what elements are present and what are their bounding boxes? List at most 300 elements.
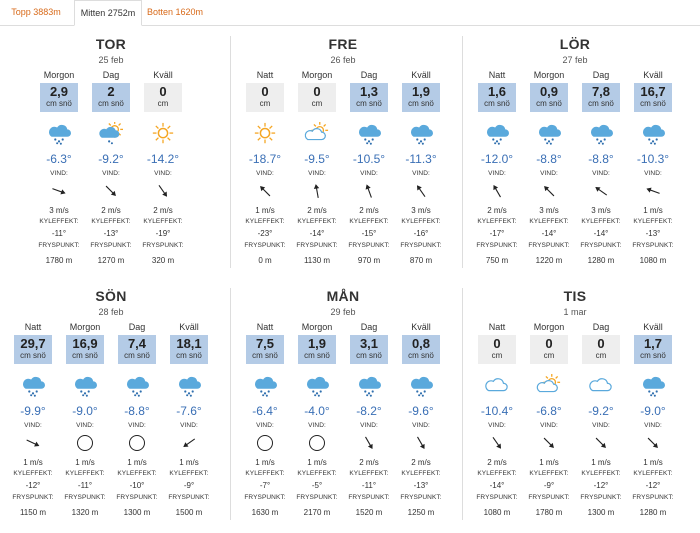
wind-label: VIND: bbox=[488, 170, 506, 177]
freezing-level-label: FRYSPUNKT: bbox=[528, 242, 570, 249]
temperature: -18.7° bbox=[248, 152, 282, 166]
wind-speed: 1 m/s bbox=[255, 458, 275, 467]
wind-arrow-icon bbox=[644, 434, 662, 452]
temperature: -9.5° bbox=[304, 152, 330, 166]
wind-speed: 2 m/s bbox=[101, 206, 121, 215]
wind-label: VIND: bbox=[644, 422, 662, 429]
wind-chill-label: KYLEFFEKT: bbox=[401, 470, 441, 477]
wind-chill: -23° bbox=[257, 229, 273, 238]
wind-chill: -13° bbox=[413, 481, 429, 490]
wind-chill-label: KYLEFFEKT: bbox=[477, 470, 517, 477]
period-label: Dag bbox=[128, 322, 146, 332]
wind-arrow-icon bbox=[50, 182, 68, 200]
wind-chill: -17° bbox=[489, 229, 505, 238]
freezing-level-label: FRYSPUNKT: bbox=[90, 242, 132, 249]
cloud-icon bbox=[482, 374, 512, 398]
freezing-level: 750 m bbox=[485, 256, 509, 265]
freezing-level-label: FRYSPUNKT: bbox=[64, 494, 106, 501]
snow-cloud-icon bbox=[44, 122, 74, 146]
cloud-icon bbox=[586, 374, 616, 398]
day-date: 1 mar bbox=[563, 307, 587, 317]
snow-amount: 2,9 bbox=[49, 84, 69, 99]
wind-label: VIND: bbox=[308, 422, 326, 429]
period-column bbox=[293, 70, 341, 270]
wind-chill-label: KYLEFFEKT: bbox=[169, 470, 209, 477]
snow-amount-box bbox=[402, 83, 440, 112]
temperature: -9.0° bbox=[640, 404, 666, 418]
period-column bbox=[35, 70, 83, 270]
wind-arrow-icon bbox=[592, 434, 610, 452]
wind-chill: -14° bbox=[309, 229, 325, 238]
snow-amount-box bbox=[478, 83, 516, 112]
snow-amount: 1,9 bbox=[307, 336, 327, 351]
snow-amount: 1,3 bbox=[359, 84, 379, 99]
day-date: 27 feb bbox=[562, 55, 588, 65]
snow-cloud-icon bbox=[354, 374, 384, 398]
snow-amount: 0 bbox=[159, 84, 167, 99]
wind-speed: 1 m/s bbox=[179, 458, 199, 467]
day-name: TIS bbox=[563, 288, 587, 304]
wind-chill-label: KYLEFFEKT: bbox=[117, 470, 157, 477]
wind-chill-label: KYLEFFEKT: bbox=[39, 218, 79, 225]
period-column bbox=[87, 70, 135, 270]
snow-unit: cm snö bbox=[304, 351, 330, 360]
period-label: Kväll bbox=[179, 322, 199, 332]
wind-chill: -12° bbox=[25, 481, 41, 490]
wind-chill-label: KYLEFFEKT: bbox=[245, 218, 285, 225]
snow-amount: 3,1 bbox=[359, 336, 379, 351]
day-forecast bbox=[0, 288, 222, 528]
wind-arrow-icon bbox=[488, 434, 506, 452]
snow-unit: cm snö bbox=[640, 351, 666, 360]
wind-chill-label: KYLEFFEKT: bbox=[91, 218, 131, 225]
temperature: -14.2° bbox=[146, 152, 180, 166]
calm-wind-icon bbox=[308, 434, 326, 452]
wind-speed: 1 m/s bbox=[643, 458, 663, 467]
snow-amount-box bbox=[530, 335, 568, 364]
freezing-level-label: FRYSPUNKT: bbox=[348, 242, 390, 249]
wind-arrow-icon bbox=[540, 182, 558, 200]
period-label: Dag bbox=[360, 70, 378, 80]
snow-amount: 7,8 bbox=[591, 84, 611, 99]
freezing-level-label: FRYSPUNKT: bbox=[580, 242, 622, 249]
period-label: Morgon bbox=[43, 70, 75, 80]
wind-speed: 1 m/s bbox=[127, 458, 147, 467]
freezing-level: 1630 m bbox=[251, 508, 279, 517]
snow-unit: cm snö bbox=[46, 99, 72, 108]
snow-amount: 1,9 bbox=[411, 84, 431, 99]
day-date: 26 feb bbox=[330, 55, 356, 65]
period-column bbox=[577, 322, 625, 522]
snow-cloud-icon bbox=[406, 374, 436, 398]
snow-amount-box bbox=[530, 83, 568, 112]
period-column bbox=[397, 322, 445, 522]
freezing-level: 970 m bbox=[357, 256, 381, 265]
freezing-level-label: FRYSPUNKT: bbox=[244, 494, 286, 501]
freezing-level: 1130 m bbox=[303, 256, 331, 265]
snow-amount-box bbox=[350, 335, 388, 364]
period-label: Kväll bbox=[411, 322, 431, 332]
period-label: Dag bbox=[360, 322, 378, 332]
snow-cloud-icon bbox=[638, 374, 668, 398]
wind-speed: 1 m/s bbox=[23, 458, 43, 467]
wind-chill: -9° bbox=[183, 481, 195, 490]
freezing-level: 1080 m bbox=[483, 508, 511, 517]
wind-chill-label: KYLEFFEKT: bbox=[349, 218, 389, 225]
temperature: -10.3° bbox=[636, 152, 670, 166]
temperature: -10.5° bbox=[352, 152, 386, 166]
calm-wind-icon bbox=[76, 434, 94, 452]
period-column bbox=[113, 322, 161, 522]
period-label: Morgon bbox=[301, 70, 333, 80]
period-column bbox=[165, 322, 213, 522]
freezing-level: 1150 m bbox=[19, 508, 47, 517]
wind-label: VIND: bbox=[540, 422, 558, 429]
day-forecast bbox=[464, 288, 686, 528]
period-column bbox=[345, 322, 393, 522]
freezing-level: 1500 m bbox=[175, 508, 203, 517]
freezing-level: 1220 m bbox=[535, 256, 563, 265]
snow-amount-box bbox=[246, 335, 284, 364]
freezing-level: 1780 m bbox=[45, 256, 73, 265]
wind-chill-label: KYLEFFEKT: bbox=[13, 470, 53, 477]
wind-chill-label: KYLEFFEKT: bbox=[349, 470, 389, 477]
snow-amount: 29,7 bbox=[20, 336, 46, 351]
snow-amount-box bbox=[14, 335, 52, 364]
snow-amount-box bbox=[298, 83, 336, 112]
period-column bbox=[629, 70, 677, 270]
sun-cloud-icon bbox=[302, 122, 332, 146]
wind-arrow-icon bbox=[180, 434, 198, 452]
wind-arrow-icon bbox=[24, 434, 42, 452]
snow-unit: cm snö bbox=[640, 99, 666, 108]
temperature: -4.0° bbox=[304, 404, 330, 418]
period-column bbox=[397, 70, 445, 270]
sun-cloud-icon bbox=[534, 374, 564, 398]
freezing-level: 1280 m bbox=[639, 508, 667, 517]
freezing-level: 1320 m bbox=[71, 508, 99, 517]
column-divider bbox=[230, 288, 231, 520]
wind-speed: 2 m/s bbox=[487, 458, 507, 467]
wind-chill: -12° bbox=[593, 481, 609, 490]
column-divider bbox=[462, 36, 463, 268]
temperature: -8.2° bbox=[356, 404, 382, 418]
day-forecast bbox=[0, 36, 222, 276]
snow-cloud-icon bbox=[250, 374, 280, 398]
snow-unit: cm snö bbox=[536, 99, 562, 108]
wind-label: VIND: bbox=[50, 170, 68, 177]
period-label: Kväll bbox=[643, 70, 663, 80]
snow-cloud-icon bbox=[406, 122, 436, 146]
temperature: -12.0° bbox=[480, 152, 514, 166]
snow-cloud-icon bbox=[70, 374, 100, 398]
day-forecast bbox=[464, 36, 686, 276]
period-column bbox=[525, 70, 573, 270]
period-label: Dag bbox=[592, 70, 610, 80]
wind-arrow-icon bbox=[102, 182, 120, 200]
wind-chill: -11° bbox=[361, 481, 377, 490]
snow-unit: cm bbox=[491, 351, 503, 360]
snow-amount: 0 bbox=[597, 336, 605, 351]
wind-label: VIND: bbox=[360, 422, 378, 429]
period-column bbox=[473, 322, 521, 522]
period-column bbox=[577, 70, 625, 270]
snow-amount: 0,8 bbox=[411, 336, 431, 351]
day-name: MÅN bbox=[326, 288, 360, 304]
freezing-level-label: FRYSPUNKT: bbox=[38, 242, 80, 249]
wind-chill-label: KYLEFFEKT: bbox=[581, 470, 621, 477]
snow-amount-box bbox=[92, 83, 130, 112]
tab-top[interactable]: Topp 3883m bbox=[11, 7, 61, 17]
day-date: 29 feb bbox=[330, 307, 356, 317]
period-label: Dag bbox=[102, 70, 120, 80]
period-label: Dag bbox=[592, 322, 610, 332]
temperature: -8.8° bbox=[588, 152, 614, 166]
wind-arrow-icon bbox=[308, 182, 326, 200]
snow-amount: 1,6 bbox=[487, 84, 507, 99]
snow-amount: 2 bbox=[107, 84, 115, 99]
period-label: Morgon bbox=[69, 322, 101, 332]
freezing-level-label: FRYSPUNKT: bbox=[400, 494, 442, 501]
wind-arrow-icon bbox=[592, 182, 610, 200]
day-forecast bbox=[232, 288, 454, 528]
freezing-level: 1300 m bbox=[123, 508, 151, 517]
snow-unit: cm bbox=[259, 99, 271, 108]
snow-amount-box bbox=[582, 83, 620, 112]
wind-speed: 1 m/s bbox=[643, 206, 663, 215]
wind-chill: -11° bbox=[51, 229, 67, 238]
day-date: 25 feb bbox=[98, 55, 124, 65]
freezing-level: 0 m bbox=[258, 256, 272, 265]
wind-chill-label: KYLEFFEKT: bbox=[477, 218, 517, 225]
snow-cloud-icon bbox=[586, 122, 616, 146]
snow-cloud-icon bbox=[122, 374, 152, 398]
wind-speed: 1 m/s bbox=[255, 206, 275, 215]
wind-label: VIND: bbox=[360, 170, 378, 177]
freezing-level-label: FRYSPUNKT: bbox=[348, 494, 390, 501]
freezing-level-label: FRYSPUNKT: bbox=[116, 494, 158, 501]
freezing-level-label: FRYSPUNKT: bbox=[476, 242, 518, 249]
period-label: Kväll bbox=[411, 70, 431, 80]
temperature: -9.2° bbox=[98, 152, 124, 166]
snow-amount: 0,9 bbox=[539, 84, 559, 99]
wind-speed: 3 m/s bbox=[49, 206, 69, 215]
wind-speed: 2 m/s bbox=[487, 206, 507, 215]
wind-chill: -16° bbox=[413, 229, 429, 238]
elevation-tabs bbox=[0, 0, 700, 26]
freezing-level: 1780 m bbox=[535, 508, 563, 517]
period-column bbox=[293, 322, 341, 522]
wind-chill-label: KYLEFFEKT: bbox=[245, 470, 285, 477]
wind-label: VIND: bbox=[644, 170, 662, 177]
wind-arrow-icon bbox=[540, 434, 558, 452]
wind-arrow-icon bbox=[412, 434, 430, 452]
wind-label: VIND: bbox=[308, 170, 326, 177]
snow-amount: 0 bbox=[261, 84, 269, 99]
temperature: -8.8° bbox=[536, 152, 562, 166]
snow-amount-box bbox=[40, 83, 78, 112]
day-forecast bbox=[232, 36, 454, 276]
wind-chill-label: KYLEFFEKT: bbox=[581, 218, 621, 225]
wind-speed: 3 m/s bbox=[591, 206, 611, 215]
period-column bbox=[241, 70, 289, 270]
freezing-level-label: FRYSPUNKT: bbox=[580, 494, 622, 501]
snow-cloud-icon bbox=[482, 122, 512, 146]
wind-label: VIND: bbox=[24, 422, 42, 429]
temperature: -9.9° bbox=[20, 404, 46, 418]
temperature: -6.3° bbox=[46, 152, 72, 166]
tab-middle[interactable]: Mitten 2752m bbox=[74, 0, 142, 26]
temperature: -9.2° bbox=[588, 404, 614, 418]
wind-chill-label: KYLEFFEKT: bbox=[633, 218, 673, 225]
wind-chill-label: KYLEFFEKT: bbox=[529, 218, 569, 225]
temperature: -6.4° bbox=[252, 404, 278, 418]
snow-cloud-icon bbox=[174, 374, 204, 398]
wind-chill: -7° bbox=[259, 481, 271, 490]
freezing-level-label: FRYSPUNKT: bbox=[400, 242, 442, 249]
snow-amount-box bbox=[478, 335, 516, 364]
snow-unit: cm snö bbox=[356, 351, 382, 360]
snow-unit: cm snö bbox=[356, 99, 382, 108]
period-column bbox=[473, 70, 521, 270]
wind-label: VIND: bbox=[256, 422, 274, 429]
wind-speed: 2 m/s bbox=[153, 206, 173, 215]
temperature: -11.3° bbox=[405, 152, 437, 166]
wind-speed: 3 m/s bbox=[539, 206, 559, 215]
wind-chill-label: KYLEFFEKT: bbox=[297, 218, 337, 225]
day-name: TOR bbox=[95, 36, 127, 52]
wind-label: VIND: bbox=[488, 422, 506, 429]
snow-unit: cm snö bbox=[72, 351, 98, 360]
wind-label: VIND: bbox=[540, 170, 558, 177]
wind-chill: -11° bbox=[77, 481, 93, 490]
wind-label: VIND: bbox=[592, 422, 610, 429]
snow-amount-box bbox=[298, 335, 336, 364]
snow-unit: cm snö bbox=[98, 99, 124, 108]
period-column bbox=[9, 322, 57, 522]
freezing-level-label: FRYSPUNKT: bbox=[244, 242, 286, 249]
wind-chill: -5° bbox=[311, 481, 323, 490]
snow-amount-box bbox=[246, 83, 284, 112]
snow-unit: cm snö bbox=[484, 99, 510, 108]
snow-cloud-icon bbox=[302, 374, 332, 398]
snow-unit: cm bbox=[311, 99, 323, 108]
snow-unit: cm bbox=[543, 351, 555, 360]
snow-cloud-icon bbox=[534, 122, 564, 146]
wind-chill: -9° bbox=[543, 481, 555, 490]
period-label: Natt bbox=[24, 322, 42, 332]
wind-label: VIND: bbox=[128, 422, 146, 429]
snow-amount-box bbox=[582, 335, 620, 364]
wind-label: VIND: bbox=[180, 422, 198, 429]
period-label: Morgon bbox=[533, 70, 565, 80]
period-column bbox=[61, 322, 109, 522]
temperature: -8.8° bbox=[124, 404, 150, 418]
wind-label: VIND: bbox=[102, 170, 120, 177]
freezing-level-label: FRYSPUNKT: bbox=[296, 494, 338, 501]
snow-unit: cm snö bbox=[408, 99, 434, 108]
snow-cloud-icon bbox=[354, 122, 384, 146]
snow-amount-box bbox=[170, 335, 208, 364]
wind-chill-label: KYLEFFEKT: bbox=[297, 470, 337, 477]
sun-icon bbox=[148, 122, 178, 146]
snow-unit: cm snö bbox=[408, 351, 434, 360]
snow-cloud-icon bbox=[638, 122, 668, 146]
tab-bottom[interactable]: Botten 1620m bbox=[146, 7, 204, 17]
period-label: Natt bbox=[256, 70, 274, 80]
wind-arrow-icon bbox=[154, 182, 172, 200]
freezing-level: 870 m bbox=[409, 256, 433, 265]
sun-snow-icon bbox=[96, 122, 126, 146]
wind-chill: -13° bbox=[645, 229, 661, 238]
column-divider bbox=[230, 36, 231, 268]
wind-chill: -14° bbox=[489, 481, 505, 490]
wind-chill-label: KYLEFFEKT: bbox=[65, 470, 105, 477]
period-column bbox=[525, 322, 573, 522]
wind-speed: 1 m/s bbox=[75, 458, 95, 467]
freezing-level-label: FRYSPUNKT: bbox=[12, 494, 54, 501]
snow-unit: cm snö bbox=[20, 351, 46, 360]
wind-chill: -15° bbox=[361, 229, 377, 238]
freezing-level: 1080 m bbox=[639, 256, 667, 265]
snow-amount: 18,1 bbox=[176, 336, 202, 351]
temperature: -10.4° bbox=[480, 404, 514, 418]
day-name: FRE bbox=[328, 36, 358, 52]
period-label: Kväll bbox=[153, 70, 173, 80]
wind-label: VIND: bbox=[256, 170, 274, 177]
snow-unit: cm snö bbox=[588, 99, 614, 108]
snow-amount-box bbox=[634, 335, 672, 364]
freezing-level-label: FRYSPUNKT: bbox=[632, 242, 674, 249]
wind-chill: -13° bbox=[103, 229, 119, 238]
snow-amount-box bbox=[118, 335, 156, 364]
wind-speed: 2 m/s bbox=[359, 458, 379, 467]
period-label: Morgon bbox=[301, 322, 333, 332]
wind-speed: 1 m/s bbox=[307, 458, 327, 467]
period-label: Natt bbox=[488, 70, 506, 80]
freezing-level: 1250 m bbox=[407, 508, 435, 517]
snow-unit: cm snö bbox=[176, 351, 202, 360]
temperature: -6.8° bbox=[536, 404, 562, 418]
freezing-level-label: FRYSPUNKT: bbox=[528, 494, 570, 501]
temperature: -9.0° bbox=[72, 404, 98, 418]
temperature: -9.6° bbox=[408, 404, 434, 418]
wind-chill-label: KYLEFFEKT: bbox=[143, 218, 183, 225]
period-label: Morgon bbox=[533, 322, 565, 332]
wind-label: VIND: bbox=[412, 170, 430, 177]
temperature: -7.6° bbox=[176, 404, 202, 418]
wind-chill-label: KYLEFFEKT: bbox=[633, 470, 673, 477]
snow-amount: 0 bbox=[313, 84, 321, 99]
wind-speed: 2 m/s bbox=[359, 206, 379, 215]
period-label: Natt bbox=[488, 322, 506, 332]
snow-unit: cm snö bbox=[124, 351, 150, 360]
wind-speed: 3 m/s bbox=[411, 206, 431, 215]
freezing-level: 2170 m bbox=[303, 508, 331, 517]
calm-wind-icon bbox=[256, 434, 274, 452]
wind-speed: 2 m/s bbox=[411, 458, 431, 467]
freezing-level: 1520 m bbox=[355, 508, 383, 517]
snow-amount-box bbox=[66, 335, 104, 364]
period-column bbox=[345, 70, 393, 270]
day-date: 28 feb bbox=[98, 307, 124, 317]
period-label: Natt bbox=[256, 322, 274, 332]
snow-amount: 16,7 bbox=[640, 84, 666, 99]
day-name: SÖN bbox=[95, 288, 127, 304]
wind-chill: -10° bbox=[129, 481, 145, 490]
wind-chill: -12° bbox=[645, 481, 661, 490]
wind-arrow-icon bbox=[644, 182, 662, 200]
